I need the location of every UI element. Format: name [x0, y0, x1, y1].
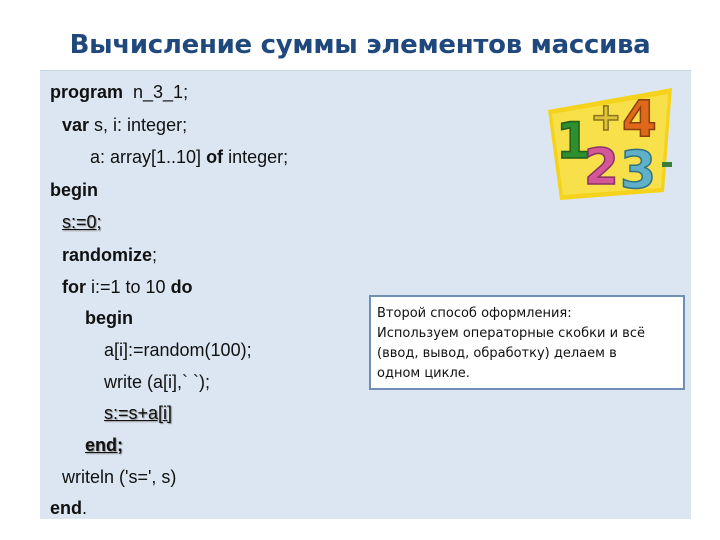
code-line-10 — [104, 371, 210, 393]
random-assign: a[i]:=random(100); — [104, 340, 252, 360]
numbers-clipart-icon — [540, 80, 680, 200]
keyword-of: of — [206, 147, 224, 167]
writeln-stmt: writeln ('s=', s) — [62, 467, 177, 487]
code-line-6 — [62, 244, 157, 266]
digit-2: 2 — [584, 138, 619, 196]
minus-sign — [662, 162, 672, 167]
code-line-3 — [90, 146, 288, 168]
code-line-8 — [85, 307, 133, 329]
keyword-end-inner: end; — [85, 435, 123, 455]
semicolon: ; — [152, 245, 158, 265]
keyword-begin-inner: begin — [85, 308, 133, 328]
array-decl-b: integer; — [223, 147, 289, 167]
keyword-var: var — [62, 115, 90, 135]
var-declaration: s, i: integer; — [89, 115, 188, 135]
keyword-do: do — [170, 277, 193, 297]
keyword-program: program — [50, 82, 124, 102]
note-line-3: (ввод, вывод, обработку) делаем в — [377, 346, 617, 361]
keyword-end: end — [50, 498, 83, 518]
code-line-7 — [62, 276, 193, 298]
note-line-4: одном цикле. — [377, 366, 470, 381]
note-line-1: Второй способ оформления: — [377, 306, 572, 321]
code-line-1 — [50, 81, 188, 103]
end-dot: . — [82, 498, 88, 518]
code-line-13 — [62, 466, 176, 488]
code-line-2 — [62, 114, 187, 136]
keyword-for: for — [62, 277, 86, 297]
digit-3: 3 — [620, 141, 657, 200]
code-line-9 — [104, 339, 252, 361]
digit-4: 4 — [622, 90, 657, 148]
slide-title: Вычисление суммы элементов массива — [69, 30, 651, 60]
write-stmt: write (a[i],` `); — [104, 372, 210, 392]
note-box — [369, 295, 685, 390]
program-name: n_3_1; — [123, 82, 189, 102]
code-line-11 — [104, 402, 172, 424]
plus-sign: + — [590, 95, 622, 139]
code-line-4 — [50, 179, 98, 201]
code-line-12 — [85, 434, 123, 456]
sum-init: s:=0; — [62, 212, 102, 232]
digit-1: 1 — [556, 112, 591, 170]
sum-accumulate: s:=s+a[i] — [104, 403, 173, 423]
keyword-begin: begin — [50, 180, 98, 200]
array-decl-a: a: array[1..10] — [90, 147, 207, 167]
for-range: i:=1 to 10 — [86, 277, 171, 297]
note-line-2: Используем операторные скобки и всё — [377, 326, 645, 341]
keyword-randomize: randomize — [62, 245, 153, 265]
code-line-14 — [50, 497, 87, 519]
code-line-5 — [62, 211, 102, 233]
